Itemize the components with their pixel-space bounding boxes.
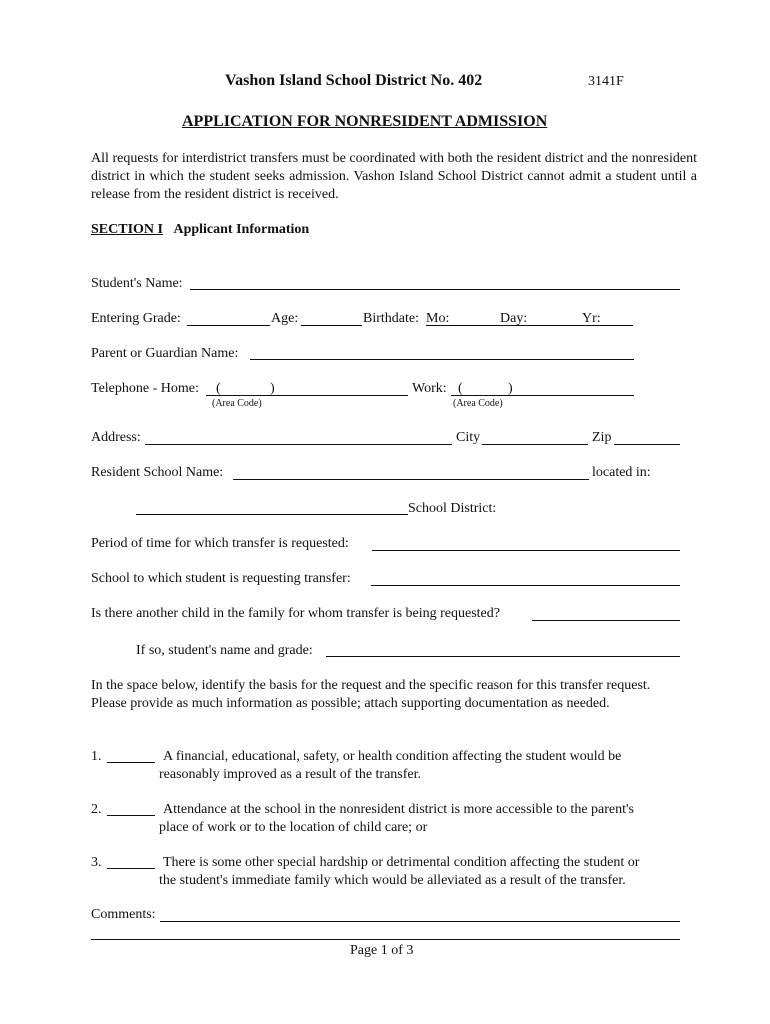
reason-number: 1. [91, 749, 102, 764]
work-area-open: ( [458, 381, 463, 396]
reason-line-1: There is some other special hardship or detrimental condition affecting the student or [163, 855, 640, 870]
work-area-close: ) [508, 381, 513, 396]
intro-paragraph: All requests for interdistrict transfers must be coordinated with both the resident district and the nonresident district in which the student seeks admission. Vashon Island School District cannot admit a student until a release from the resident district is received. [91, 151, 697, 202]
resident-district-field[interactable] [136, 514, 408, 515]
birthdate-field[interactable] [426, 325, 633, 326]
address-label: Address: [91, 430, 141, 445]
located-in-label: located in: [592, 465, 651, 480]
if-so-label: If so, student's name and grade: [136, 643, 313, 658]
resident-school-label: Resident School Name: [91, 465, 224, 480]
form-title: APPLICATION FOR NONRESIDENT ADMISSION [182, 113, 548, 130]
reason-number: 3. [91, 855, 102, 870]
resident-school-field[interactable] [233, 479, 589, 480]
home-area-open: ( [216, 381, 221, 396]
entering-grade-field[interactable] [187, 325, 270, 326]
zip-field[interactable] [614, 444, 680, 445]
birthdate-day-label: Day: [500, 311, 528, 326]
work-label: Work: [412, 381, 447, 396]
reason-2-checkbox-line[interactable] [107, 815, 155, 816]
section-heading [91, 222, 309, 238]
address-field[interactable] [145, 444, 452, 445]
age-label: Age: [271, 311, 299, 326]
student-name-label: Student's Name: [91, 276, 183, 291]
work-phone-field[interactable] [451, 395, 634, 396]
city-label: City [456, 430, 481, 445]
reason-line-1: Attendance at the school in the nonresident district is more accessible to the parent's [163, 802, 634, 817]
section-title: Applicant Information [173, 222, 310, 237]
home-area-close: ) [270, 381, 275, 396]
comments-label: Comments: [91, 907, 156, 922]
age-field[interactable] [301, 325, 362, 326]
school-requested-field[interactable] [371, 585, 680, 586]
period-label: Period of time for which transfer is requested: [91, 536, 349, 551]
reason-1-checkbox-line[interactable] [107, 762, 155, 763]
telephone-home-label: Telephone - Home: [91, 381, 199, 396]
page-number: Page 1 of 3 [350, 943, 414, 958]
reason-line-1: A financial, educational, safety, or health condition affecting the student would be [163, 749, 622, 764]
district-name: Vashon Island School District No. 402 [225, 72, 483, 89]
section-label: SECTION I [91, 222, 163, 237]
birthdate-yr-label: Yr: [582, 311, 601, 326]
birthdate-mo-label: Mo: [426, 311, 450, 326]
entering-grade-label: Entering Grade: [91, 311, 181, 326]
home-phone-field[interactable] [206, 395, 408, 396]
parent-label: Parent or Guardian Name: [91, 346, 239, 361]
parent-field[interactable] [250, 359, 634, 360]
school-district-label: School District: [408, 501, 497, 516]
work-area-code-hint: (Area Code) [453, 398, 503, 409]
student-name-field[interactable] [190, 289, 680, 290]
city-field[interactable] [482, 444, 588, 445]
school-requested-label: School to which student is requesting transfer: [91, 571, 351, 586]
reason-line-2: place of work or to the location of child care; or [159, 820, 428, 835]
reason-line-2: reasonably improved as a result of the transfer. [159, 767, 422, 782]
another-child-field[interactable] [532, 620, 680, 621]
reason-number: 2. [91, 802, 102, 817]
form-code: 3141F [588, 74, 624, 89]
period-field[interactable] [372, 550, 680, 551]
if-so-field[interactable] [326, 656, 680, 657]
comments-field-line-2[interactable] [91, 939, 680, 940]
another-child-label: Is there another child in the family for whom transfer is being requested? [91, 606, 500, 621]
zip-label: Zip [592, 430, 612, 445]
comments-field-line-1[interactable] [160, 921, 680, 922]
instruction-paragraph: In the space below, identify the basis for the request and the specific reason for this transfer request. Please provide as much information as possible; attach supporting documentation as needed. [91, 678, 651, 711]
home-area-code-hint: (Area Code) [212, 398, 262, 409]
reason-3-checkbox-line[interactable] [107, 868, 155, 869]
reason-line-2: the student's immediate family which would be alleviated as a result of the transfer. [159, 873, 626, 888]
birthdate-label: Birthdate: [363, 311, 419, 326]
